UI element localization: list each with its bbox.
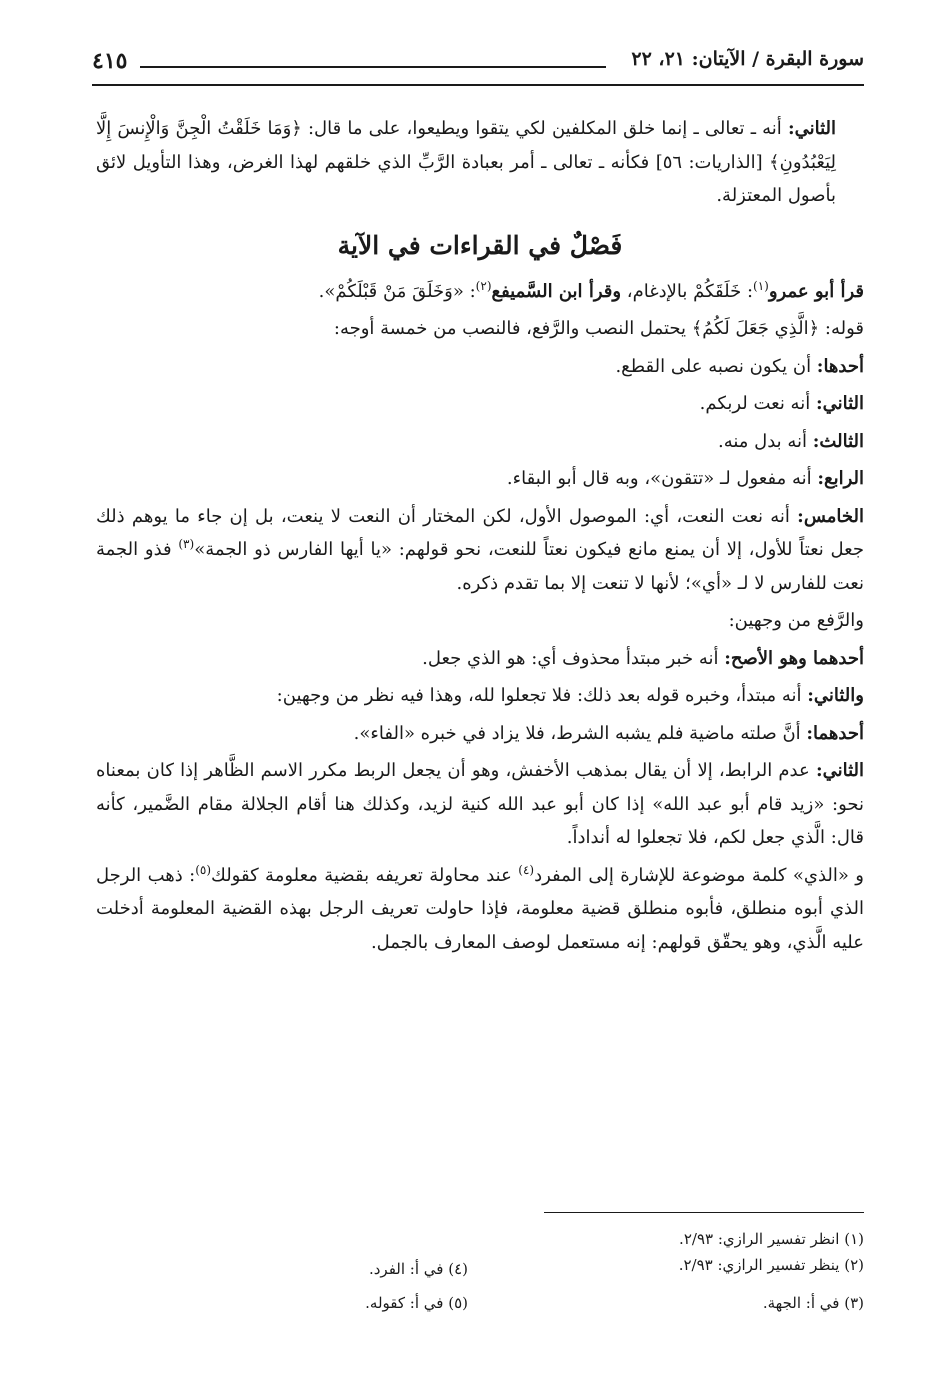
paragraph-text: أنه مبتدأ، وخبره قوله بعد ذلك: فلا تجعلوا لله، وهذا فيه نظر من وجهين:	[276, 685, 808, 706]
page-number: ٤١٥	[92, 48, 128, 74]
paragraph-lead: أحدهما:	[806, 722, 864, 744]
paragraph-2	[96, 275, 864, 309]
paragraph-text: أنه مفعول لـ «تتقون»، وبه قال أبو البقاء.	[506, 468, 818, 489]
paragraph-4	[96, 350, 864, 384]
paragraph-text: أنه بدل منه.	[717, 430, 813, 452]
footnote-ref-4[interactable]: (٤)	[518, 862, 535, 877]
paragraph-text: و «الذي» كلمة موضوعة للإشارة إلى المفرد	[534, 864, 864, 886]
paragraph-text: : ذهب الرجل الذي أبوه منطلق، فأبوه منطلق قضية معلومة، فإذا حاولت تعريف الرجل بهذه القضية المعلومة أدخلت عليه الَّذي، وهو يحقّق قولهم: إنه مستعمل لوصف المعارف بالجمل.	[96, 864, 864, 953]
main-text	[96, 112, 864, 963]
paragraph-text: أنه خبر مبتدأ محذوف أي: هو الذي جعل.	[422, 647, 725, 669]
paragraph-lead: الثاني:	[787, 118, 837, 139]
footnote-5: (٥) في أ: كقوله.	[365, 1294, 468, 1312]
paragraph-lead: أحدها:	[816, 355, 864, 377]
paragraph-10	[96, 642, 864, 676]
reader-name: وقرأ ابن السَّميفع	[491, 280, 622, 302]
paragraph-lead: أحدهما وهو الأصح:	[724, 647, 864, 669]
header-rule-short	[140, 66, 606, 68]
paragraph-11	[96, 679, 864, 713]
paragraph-text: فذو الجمة نعت للفارس لا لـ «أي»؛ لأنها لا تنعت إلا بما تقدم ذكره.	[96, 539, 864, 594]
footnote-4: (٤) في أ: الفرد.	[368, 1260, 468, 1278]
footnote-ref-3[interactable]: (٣)	[178, 537, 195, 551]
paragraph-lead: الثاني:	[815, 393, 864, 414]
running-header	[92, 44, 864, 78]
footnote-1: (١) انظر تفسير الرازي: ٢/٩٣.	[679, 1230, 864, 1248]
paragraph-13	[96, 754, 864, 855]
paragraph-1	[96, 112, 864, 213]
paragraph-8	[96, 500, 864, 601]
paragraph-text: عدم الرابط، إلا أن يقال بمذهب الأخفش، وهو أن يجعل الربط مكرر الاسم الظَّاهر إذا كان بمعناه نحو: «زيد قام أبو عبد الله» إذا كان أبو عبد الله كنية لزيد، وكذلك هنا أقام الجلالة مقام الضَّمير، كأنه قال: الَّذي جعل لكم، فلا تجعلوا له أنداداً.	[96, 760, 864, 848]
reader-name: قرأ أبو عمرو	[768, 280, 864, 302]
paragraph-text: أنه نعت النعت، أي: الموصول الأول، لكن المختار أن النعت لا ينعت، بل إن جاء ما يوهم ذلك جعل نعتاً للأول، إلا أن يمنع مانع فيكون نعتاً للنعت، نحو قولهم: «يا أيها الفارس ذو الجمة»	[96, 505, 864, 560]
footnote-ref-5[interactable]: (٥)	[195, 862, 212, 877]
paragraph-12	[96, 717, 864, 751]
paragraph-lead: والثاني:	[807, 685, 864, 706]
paragraph-lead: الخامس:	[797, 505, 864, 527]
header-surah-title: سورة البقرة / الآيتان: ٢١، ٢٢	[631, 48, 864, 70]
paragraph-lead: الرابع:	[817, 468, 864, 489]
paragraph-text: أنَّ صلته ماضية فلم يشبه الشرط، فلا يزاد في خبره «الفاء».	[353, 722, 807, 744]
paragraph-14	[96, 859, 864, 960]
paragraph-text: : خَلَقَكُمْ بالإدغام،	[621, 280, 754, 302]
paragraph-9: والرَّفع من وجهين:	[728, 610, 864, 631]
paragraph-lead: الثاني:	[815, 760, 864, 781]
paragraph-7	[96, 462, 864, 496]
footnote-ref-2[interactable]: (٢)	[475, 278, 492, 293]
footnote-2: (٢) ينظر تفسير الرازي: ٢/٩٣.	[678, 1256, 864, 1274]
paragraph-text: أن يكون نصبه على القطع.	[615, 355, 817, 377]
paragraph-3: قوله: ﴿الَّذِي جَعَلَ لَكُمُ﴾ يحتمل النصب والرَّفع، فالنصب من خمسة أوجه:	[333, 318, 864, 339]
footnote-separator	[544, 1212, 864, 1213]
paragraph-text: أنه نعت لربكم.	[699, 393, 816, 414]
paragraph-text: عند محاولة تعريفه بقضية معلومة كقولك	[211, 864, 519, 886]
paragraph-text: : «وَخَلَقَ مَنْ قَبْلَكُمْ».	[318, 280, 476, 302]
paragraph-6	[96, 425, 864, 459]
footnote-ref-1[interactable]: (١)	[753, 278, 769, 293]
paragraph-5	[96, 387, 864, 421]
header-rule	[92, 84, 864, 86]
footnote-3: (٣) في أ: الجهة.	[762, 1294, 864, 1312]
paragraph-lead: الثالث:	[812, 430, 864, 452]
section-heading: فَصْلٌ في القراءات في الآية	[337, 230, 623, 260]
paragraph-text: أنه ـ تعالى ـ إنما خلق المكلفين لكي يتقوا ويطيعوا، على ما قال: ﴿وَمَا خَلَقْتُ الْجِنَّ وَالْإِنسَ إِلَّا لِيَعْبُدُونِ﴾ [الذاريات: ٥٦] فكأنه ـ تعالى ـ أمر بعبادة الرَّبِّ الذي خلقهم لهذا الغرض، وهذا التأويل لائق بأصول المعتزلة.	[96, 118, 836, 206]
